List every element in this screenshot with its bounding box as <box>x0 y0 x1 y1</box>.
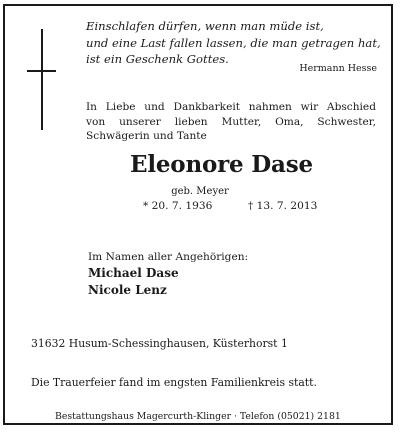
ceremony-note: Die Trauerfeier fand im engsten Familienkreis statt. <box>31 376 317 389</box>
funeral-home-footer: Bestattungshaus Magercurth-Klinger · Telefon (05021) 2181 <box>51 411 345 422</box>
quote-line: Einschlafen dürfen, wenn man müde ist, <box>86 19 324 33</box>
farewell-line: In Liebe und Dankbarkeit nahmen wir Abschied <box>86 101 376 113</box>
quote-author: Hermann Hesse <box>299 63 377 74</box>
mourner-name: Michael Dase <box>88 266 179 280</box>
birth-date: * 20. 7. 1936 <box>143 200 213 212</box>
address: 31632 Husum-Schessinghausen, Küsterhorst 1 <box>31 337 288 350</box>
mourners-intro: Im Namen aller Angehörigen: <box>88 251 249 263</box>
birth-name: geb. Meyer <box>171 186 229 197</box>
quote-line: und eine Last fallen lassen, die man getragen hat, <box>86 35 381 50</box>
cross-vertical-bar <box>41 29 43 130</box>
farewell-line: von unserer lieben Mutter, Oma, Schwester, <box>86 115 376 128</box>
cross-horizontal-bar <box>27 70 56 72</box>
deceased-name: Eleonore Dase <box>130 151 313 178</box>
death-date: † 13. 7. 2013 <box>248 200 318 212</box>
farewell-text <box>86 100 376 144</box>
farewell-line: Schwägerin und Tante <box>86 130 207 142</box>
quote-line: ist ein Geschenk Gottes. <box>86 52 229 66</box>
mourner-name: Nicole Lenz <box>88 283 167 297</box>
quote-block <box>86 18 386 68</box>
